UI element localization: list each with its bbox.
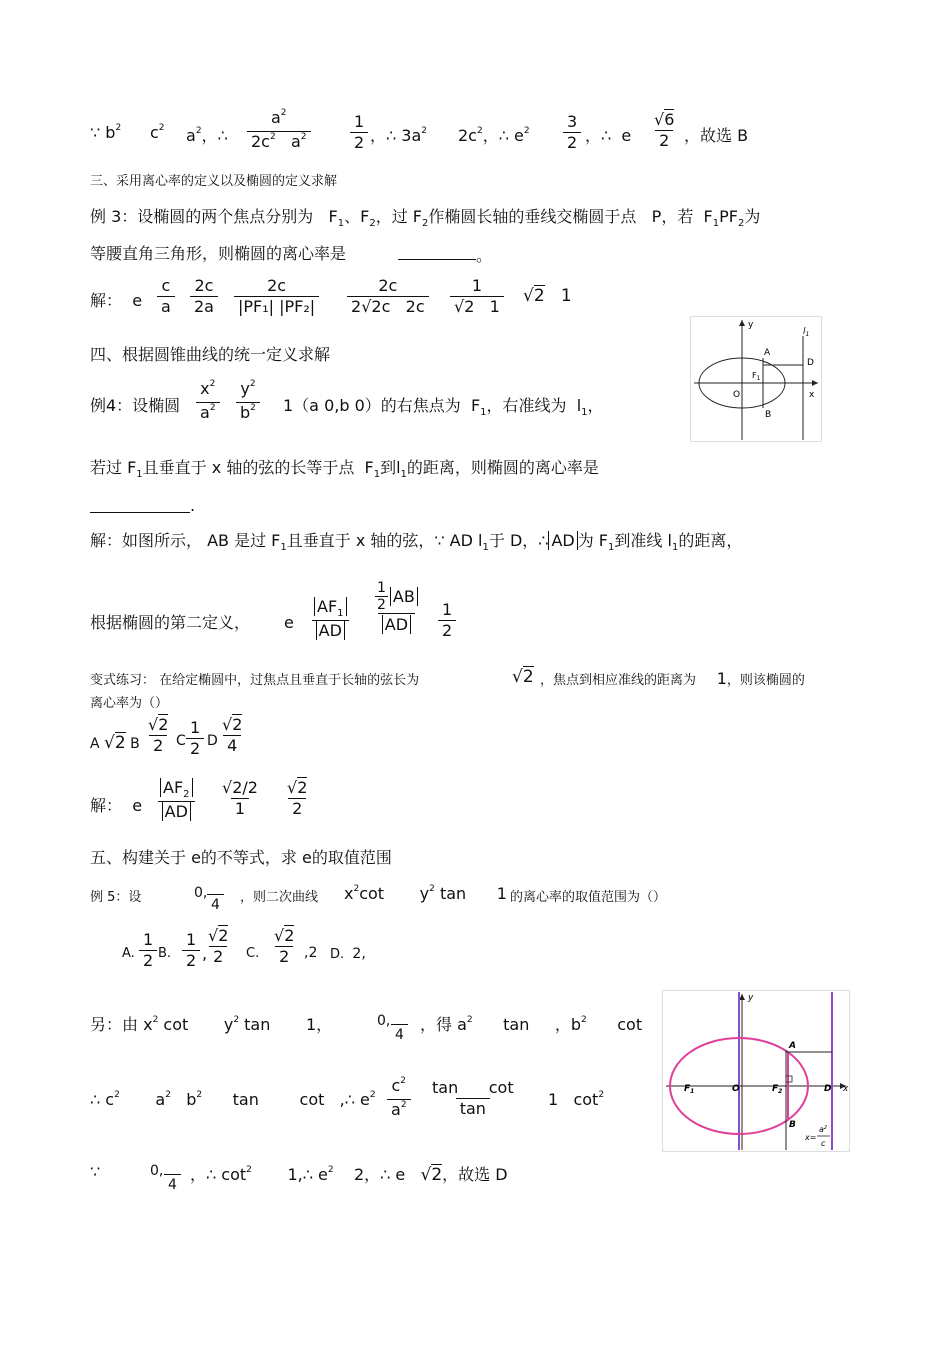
- solutionv-frac3: $\frac{√2}{2}$: [287, 778, 308, 818]
- example5-optB-comma: ,: [202, 944, 208, 963]
- example5-optA: A.: [122, 946, 135, 961]
- fig1-O-label: O: [733, 390, 741, 400]
- another-interval: 0,: [377, 1013, 391, 1029]
- solution3-f4: $\frac{2c}{2√2c 2c}$: [347, 276, 429, 317]
- variant-line1b: ，焦点到相应准线的距离为 1，则该椭圆的: [540, 669, 805, 688]
- fig2-a2-label: $a^2$: [819, 1125, 828, 1134]
- fig1-y-label: y: [748, 320, 754, 330]
- final-interval: 0,: [150, 1163, 164, 1179]
- solution3-label: 解： e: [90, 291, 143, 310]
- line1-root6-over-2: $\frac{√6}{2}$: [654, 110, 675, 150]
- example4-blank: [90, 512, 190, 513]
- section4-heading: 四、根据圆锥曲线的统一定义求解: [90, 345, 331, 364]
- solution3-f2: $\frac{2c}{2a}$: [190, 276, 218, 317]
- solutionv-label: 解： e: [90, 796, 143, 815]
- final-line: ，∴ $\cot^2$ 1,∴ $e^2$ 2，∴ e √2，故选 D: [190, 1165, 508, 1185]
- example4-line2: 若过 $F_1$且垂直于 x 轴的弦的长等于点 $F_1$到$l_1$的距离，则椭圆的离心率是: [90, 458, 599, 480]
- example4-y-frac: $\frac{y^2}{b^2}$: [236, 379, 260, 426]
- fig1-A-label: A: [764, 348, 771, 358]
- c2-tail: 1 $\cot^2$: [548, 1090, 605, 1109]
- variant-optC: C: [176, 733, 186, 749]
- final-because: ∵: [90, 1162, 101, 1181]
- variant-root2: √2: [512, 667, 534, 687]
- ellipse-figure-1: [690, 316, 822, 442]
- example5-optC-value: $\frac{√2}{2}$: [274, 926, 295, 966]
- variant-optD: D: [207, 733, 218, 749]
- example3-line2: 等腰直角三角形，则椭圆的离心率是: [90, 244, 347, 263]
- example5-optB-value1: $\frac{1}{2}$: [182, 930, 200, 971]
- example5-optA-value: $\frac{1}{2}$: [139, 930, 157, 971]
- fig2-A-label: A: [789, 1041, 796, 1051]
- variant-line1: 变式练习： 在给定椭圆中，过焦点且垂直于长轴的弦长为: [90, 673, 420, 688]
- example4-label: 例4：设椭圆: [90, 396, 181, 415]
- c2-frac2: $\frac{\text{tan cot}}{\tan}$: [432, 1078, 514, 1118]
- example3-end: 。: [476, 246, 493, 265]
- fig2-x-label: x: [843, 1084, 849, 1094]
- example5-optB: B.: [158, 946, 172, 961]
- ellipse-figure-2: [662, 990, 850, 1152]
- line1-a2: $a^2$，∴: [186, 126, 228, 145]
- solution3-f1: $\frac{c}{a}$: [157, 276, 175, 317]
- variant-optB-value: $\frac{√2}{2}$: [148, 715, 169, 755]
- fig1-B-label: B: [765, 410, 772, 420]
- example5-interval-frac: 4: [207, 874, 224, 915]
- c2-line: ∴ $c^2$ $a^2$ $b^2$ tan cot ,∴ $e^2$: [90, 1090, 376, 1109]
- fig2-O-label: O: [732, 1084, 740, 1094]
- example5-optB-value2: $\frac{√2}{2}$: [208, 926, 229, 966]
- another-interval-frac: 4: [391, 1004, 408, 1045]
- section5-heading: 五、构建关于 e的不等式，求 e的取值范围: [90, 848, 392, 867]
- line1-3a: ，∴ $3a^2$: [370, 126, 428, 145]
- line1-half: $\frac{1}{2}$: [350, 112, 368, 153]
- example5-rest: 的离心率的取值范围为（）: [510, 890, 667, 905]
- example5-interval: 0,: [194, 885, 208, 901]
- example4-condition: 1（a 0,b 0）的右焦点为 $F_1$，右准线为 $l_1$，: [283, 396, 604, 418]
- variant-optD-value: $\frac{√2}{4}$: [222, 715, 243, 755]
- fig2-F2-label: $F_2$: [772, 1084, 783, 1095]
- line1-2c: $2c^2$，∴ $e^2$: [458, 126, 530, 145]
- solution3-result: √2 1: [523, 286, 572, 306]
- fig1-l1-label: $l_1$: [803, 327, 810, 338]
- solutionv-frac2: $\frac{√2/2}{1}$: [222, 778, 258, 818]
- fig2-B-label: B: [789, 1120, 796, 1130]
- another-line: 另：由 $x^2$ cot $y^2$ tan 1，: [90, 1015, 333, 1034]
- line1-e: ，∴ e: [585, 126, 632, 145]
- solutionv-frac1: $\frac{AF_2}{AD}$: [156, 778, 197, 822]
- solution3-f3: $\frac{2c}{\text{|PF₁| |PF₂|}}$: [234, 276, 319, 317]
- solution4-line1: 解：如图所示， AB 是过 $F_1$且垂直于 x 轴的弦，∵ AD $l_1$于 D，∴ AD 为 $F_1$到准线 $l_1$的距离，: [90, 531, 743, 553]
- fig1-F1-label: $F_1$: [752, 371, 761, 382]
- example5-equation: $x^2\cot$ $y^2$ tan 1: [344, 884, 507, 903]
- example5-optD: D. 2,: [330, 946, 366, 962]
- example5-optC-tail: ,2: [304, 945, 318, 961]
- example4-end: .: [190, 496, 196, 515]
- line1-three-halves: $\frac{3}{2}$: [563, 112, 581, 153]
- solution4-frac1: $\frac{AF_1}{AD}$: [310, 597, 351, 641]
- example5-label: 例 5：设: [90, 890, 142, 905]
- example5-optC: C.: [246, 946, 260, 961]
- section3-heading: 三、采用离心率的定义以及椭圆的定义求解: [90, 174, 338, 189]
- fig1-D-label: D: [807, 358, 814, 368]
- example3-line1: 例 3：设椭圆的两个焦点分别为 $F_1$、$F_2$，过 $F_2$作椭圆长轴的垂线交椭圆于点 P，若 $F_1PF_2$为: [90, 207, 761, 229]
- fig2-D-label: D: [824, 1084, 832, 1094]
- line1-c2: $c^2$: [150, 123, 165, 142]
- line1: ∵ $b^2$: [90, 123, 122, 142]
- solution4-second-def: 根据椭圆的第二定义，: [90, 613, 251, 632]
- solution4-e: e: [284, 613, 294, 632]
- c2-frac1: $\frac{c^2}{a^2}$: [387, 1076, 411, 1123]
- fig2-c-label: c: [821, 1139, 826, 1148]
- line1-fraction: $\frac{a^2}{2c^2 a^2}$: [247, 108, 311, 155]
- variant-optA: A √2 B: [90, 733, 140, 753]
- fig1-x-label: x: [809, 390, 815, 400]
- solution4-result: $\frac{1}{2}$: [438, 600, 456, 641]
- another-get: ，得 $a^2$ tan ，$b^2$ cot: [420, 1015, 643, 1034]
- example5-then: ，则二次曲线: [240, 890, 319, 905]
- final-interval-frac: 4: [164, 1154, 181, 1195]
- line1-conclusion: ，故选 B: [684, 126, 749, 145]
- example3-blank: [398, 259, 476, 260]
- variant-line2: 离心率为（）: [90, 696, 169, 711]
- solution4-frac2: 1 2 AB AD: [372, 580, 421, 636]
- fig2-directrix-label: x=: [805, 1133, 817, 1142]
- fig2-y-label: y: [748, 993, 754, 1003]
- solution3-f5: $\frac{1}{√2 1}$: [450, 276, 504, 317]
- variant-optC-value: $\frac{1}{2}$: [186, 718, 204, 759]
- example4-x-frac: $\frac{x^2}{a^2}$: [196, 379, 220, 426]
- fig2-F1-label: $F_1$: [684, 1084, 695, 1095]
